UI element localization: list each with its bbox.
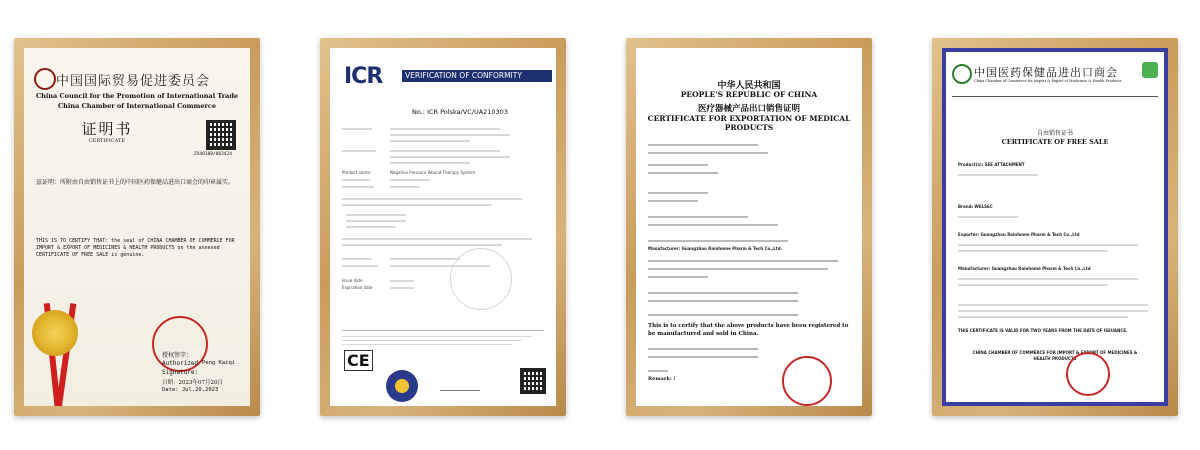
chamber-stamp-icon: [1066, 352, 1110, 396]
certificate-number: ZX40188/003424: [194, 152, 232, 157]
icr-emblem-icon: [386, 370, 418, 402]
signer-name: Peng Kaiqi: [202, 360, 236, 366]
faint-stamp-icon: [450, 248, 512, 310]
signature-icon: [440, 378, 480, 391]
manufacturer: Manufacturer: Guangzhou Rainhome Pharm & Tech Co.,Ltd.: [648, 246, 783, 251]
subtitle-cn: 医疗器械产品出口销售证明: [697, 104, 800, 114]
certificate-ccpit: [24, 48, 250, 406]
title-cn: 中华人民共和国: [717, 81, 781, 91]
signer-cn: 授权签字：: [162, 352, 193, 359]
body-cn: 兹证明：所附由自由销售证书上的中国医药保健品进出口商会的印章属实。: [36, 179, 235, 186]
subtitle-en: CERTIFICATE FOR EXPORTATION OF MEDICAL PRODUCTS: [647, 114, 851, 132]
header-en1: China Council for the Promotion of International Trade: [35, 92, 239, 100]
body-en: THIS IS TO CERTIFY THAT: the seal of CHINA CHAMBER OF COMMERCE FOR IMPORT & EXPORT OF MEDICINES & HEALTH PRODUCTS on the annexed CERTIFICATE OF FREE SALE is genuine.: [36, 238, 235, 258]
manufacturer: Manufacturer: Guangzhou Rainhome Pharm & Tech Co.,Ltd: [958, 266, 1091, 271]
certificate-frame-medical-export: [626, 38, 872, 416]
header-cn: 中国国际贸易促进委员会: [56, 74, 211, 89]
validity: THIS CERTIFICATE IS VALID FOR TWO YEARS FROM THE DATE OF ISSUANCE.: [958, 328, 1128, 333]
header-en: China Chamber of Commerce for Import & Export of Medicines & Health Products: [974, 79, 1122, 83]
header-cn: 中国医药保健品进出口商会: [974, 66, 1118, 79]
qr-code-icon: [208, 122, 234, 148]
title-en: PEOPLE'S REPUBLIC OF CHINA: [680, 90, 818, 99]
footer: CHINA CHAMBER OF COMMERCE FOR IMPORT & EXPORT OF MEDICINES & HEALTH PRODUCTS: [972, 350, 1138, 361]
exporter: Exporter: Guangzhou Rainhome Pharm & Tech Co.,Ltd: [958, 232, 1080, 237]
issue-label: Issue date: [342, 278, 363, 283]
certificate-free-sale: [942, 48, 1168, 406]
date-cn: 日期：2023年07月20日: [162, 380, 223, 386]
date-en: Date: Jul.20,2023: [162, 387, 219, 393]
icr-logo: ICR: [344, 64, 383, 89]
title-en: CERTIFICATE OF FREE SALE: [1001, 138, 1109, 146]
official-stamp-icon: [782, 356, 832, 406]
certificate-icr: ICR VERIFICATION OF CONFORMITY No.: ICR Polska/VC/UA210303 Product name: Negative Pressure Wound Therapy System Issue date Expiration date CE: [330, 48, 556, 406]
qr-code-icon: [522, 370, 544, 392]
title-cn: 证明书: [81, 120, 133, 138]
brand: Brand: WELSEC: [958, 204, 993, 209]
certificate-number: No.: ICR Polska/VC/UA210303: [412, 108, 508, 116]
signature-label: Signature:: [162, 369, 199, 376]
wax-seal-icon: [32, 310, 78, 356]
ccpit-logo-icon: [34, 68, 56, 90]
certificate-medical-export: [636, 48, 862, 406]
certificate-frame-free-sale: [932, 38, 1178, 416]
banner-title: VERIFICATION OF CONFORMITY: [402, 70, 552, 82]
expire-label: Expiration date: [342, 285, 373, 290]
header-en2: China Chamber of International Commerce: [58, 102, 216, 110]
iso-badge-icon: [1142, 62, 1158, 78]
remark: Remark: /: [648, 376, 676, 382]
ce-mark: CE: [344, 350, 373, 371]
title-cn: 自由销售证书: [1036, 130, 1073, 137]
title-en: CERTIFICATE: [88, 138, 126, 144]
certificate-frame-icr: [320, 38, 566, 416]
statement: This is to certify that the above products have been registered to be manufactured and sold in China.: [648, 323, 849, 337]
product-name: Negative Pressure Wound Therapy System: [390, 170, 476, 175]
cccmhpie-logo-icon: [952, 64, 972, 84]
product: Product(s): SEE ATTACHMENT: [958, 162, 1025, 167]
certificate-frame-ccpit: [14, 38, 260, 416]
authorized-label: Authorized: [162, 360, 199, 367]
